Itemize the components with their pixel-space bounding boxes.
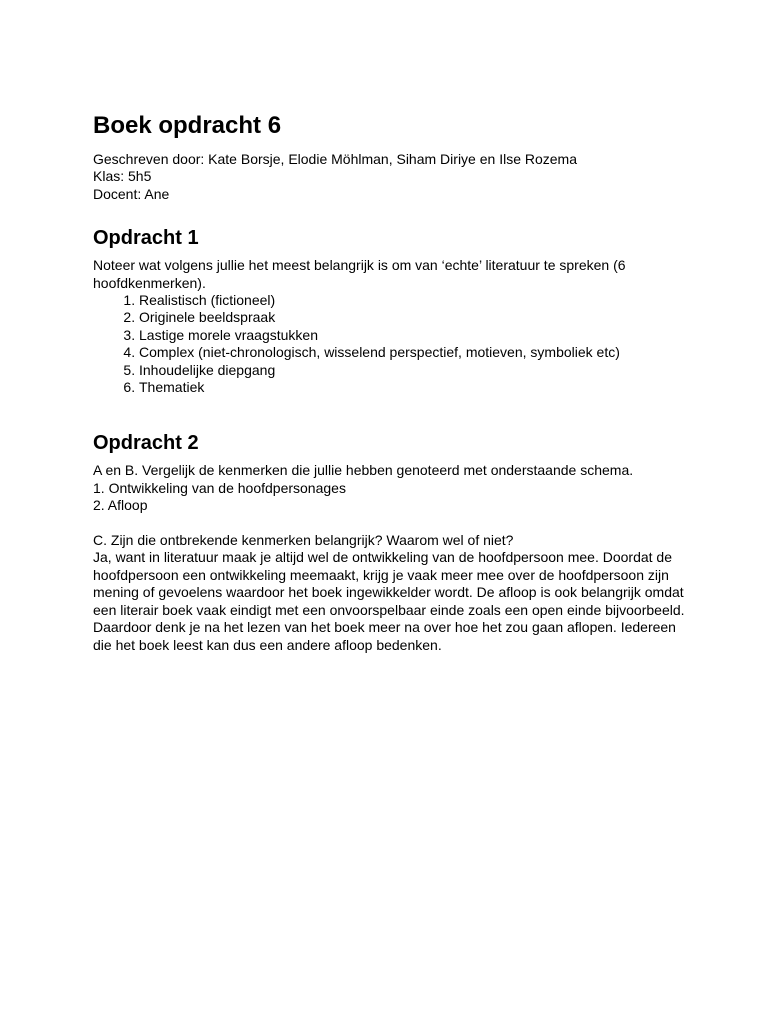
list-item: 6. Thematiek: [139, 379, 693, 396]
characteristics-list: [93, 292, 693, 396]
list-item: 1. Realistisch (fictioneel): [139, 292, 693, 309]
paragraph-spacer: [93, 515, 693, 532]
document-meta: [93, 151, 693, 203]
section-1-intro: Noteer wat volgens jullie het meest belangrijk is om van ‘echte’ literatuur te spreken (6 hoofdkenmerken).: [93, 257, 626, 291]
section-opdracht-1: [93, 225, 693, 396]
document-page: [93, 109, 693, 654]
section-2-intro: A en B. Vergelijk de kenmerken die jullie hebben genoteerd met onderstaande schema.: [93, 462, 634, 479]
section-1-heading: Opdracht 1: [93, 227, 199, 250]
class-line: Klas: 5h5: [93, 168, 152, 185]
authors-line: Geschreven door: Kate Borsje, Elodie Möhlman, Siham Diriye en Ilse Rozema: [93, 151, 577, 167]
section-2-list-item: 2. Afloop: [93, 497, 148, 514]
section-2-question: C. Zijn die ontbrekende kenmerken belangrijk? Waarom wel of niet?: [93, 532, 514, 549]
list-item: 2. Originele beeldspraak: [139, 309, 693, 326]
document-title: Boek opdracht 6: [93, 112, 282, 139]
teacher-line: Docent: Ane: [93, 185, 170, 202]
list-item: 4. Complex (niet-chronologisch, wisselend perspectief, motieven, symboliek etc): [139, 344, 693, 361]
section-opdracht-2: [93, 430, 693, 653]
section-2-list-item: 1. Ontwikkeling van de hoofdpersonages: [93, 479, 346, 496]
section-2-heading: Opdracht 2: [93, 432, 199, 455]
section-2-answer: Ja, want in literatuur maak je altijd wel de ontwikkeling van de hoofdpersoon mee. Doordat de hoofdpersoon een ontwikkeling meemaakt, krijg je vaak meer mee over de hoofdpersoon zijn mening of gevoelens waardoor het boek ingewikkelder wordt. De afloop is ook belangrijk omdat een literair boek vaak eindigt met een onvoorspelbaar einde zoals een open einde bijvoorbeeld. Daardoor denk je na het lezen van het boek meer na over hoe het zou gaan aflopen. Iedereen die het boek leest kan dus een andere afloop bedenken.: [93, 549, 685, 653]
list-item: 5. Inhoudelijke diepgang: [139, 362, 693, 379]
list-item: 3. Lastige morele vraagstukken: [139, 327, 693, 344]
